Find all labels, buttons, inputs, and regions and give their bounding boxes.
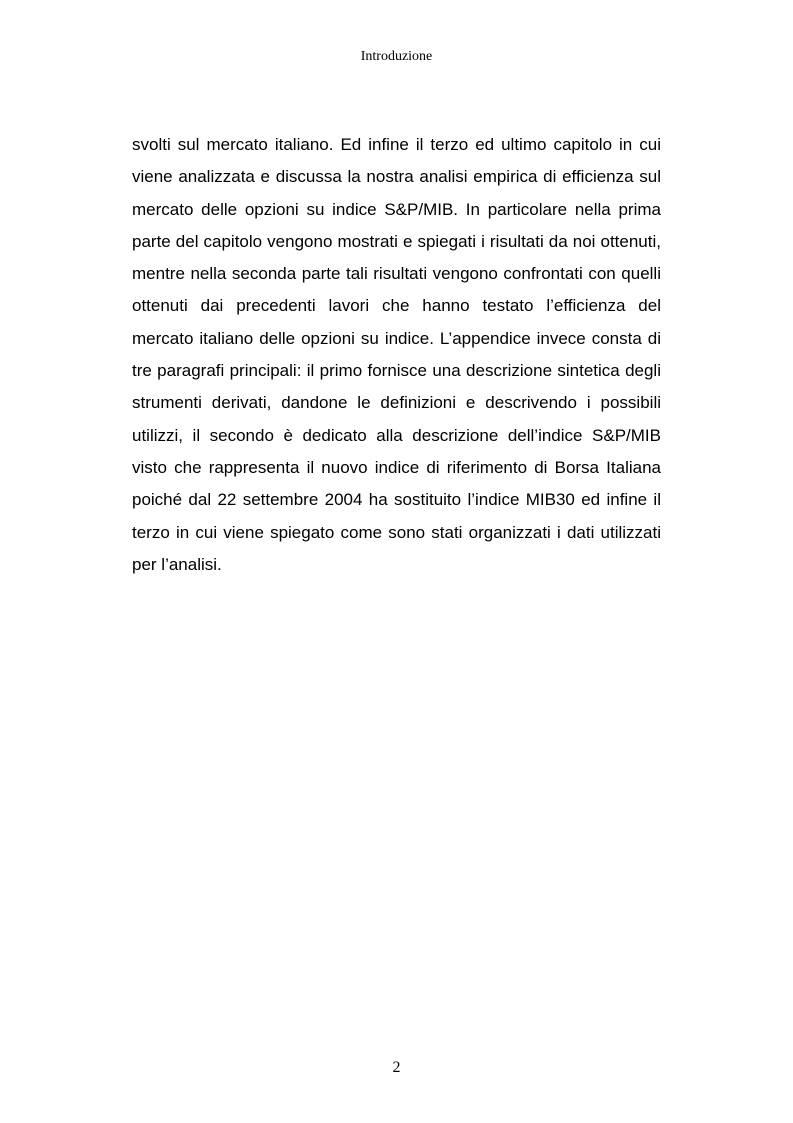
page-number: 2 [392, 1059, 401, 1076]
running-header: Introduzione [360, 49, 433, 64]
body-paragraph: svolti sul mercato italiano. Ed infine il terzo ed ultimo capitolo in cui viene analizzata e discussa la nostra analisi empirica di efficienza sul mercato delle opzioni su indice S&P/MIB. In particolare nella prima parte del capitolo vengono mostrati e spiegati i risultati da noi ottenuti, mentre nella seconda parte tali risultati vengono confrontati con quelli ottenuti dai precedenti lavori che hanno testato l’efficienza del mercato italiano delle opzioni su indice. L’appendice invece consta di tre paragrafi principali: il primo fornisce una descrizione sintetica degli strumenti derivati, dandone le definizioni e descrivendo i possibili utilizzi, il secondo è dedicato alla descrizione dell’indice S&P/MIB visto che rappresenta il nuovo indice di riferimento di Borsa Italiana poiché dal 22 settembre 2004 ha sostituito l’indice MIB30 ed infine il terzo in cui viene spiegato come sono stati organizzati i dati utilizzati per l’analisi. [132, 135, 661, 574]
